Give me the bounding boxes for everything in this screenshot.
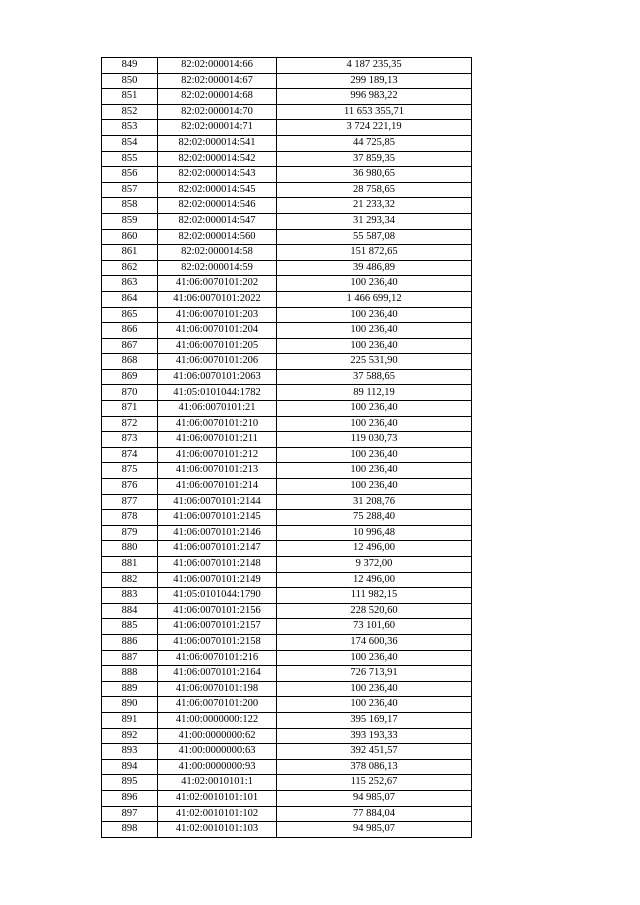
cadastral-value-cell: 100 236,40 [277,416,472,432]
cadastral-value-cell: 37 859,35 [277,151,472,167]
cadastral-number-cell: 41:00:0000000:93 [158,759,277,775]
cadastral-number-cell: 41:00:0000000:63 [158,744,277,760]
row-number-cell: 854 [102,135,158,151]
row-number-cell: 890 [102,697,158,713]
table-row [102,790,472,806]
table-row [102,151,472,167]
cadastral-value-cell: 726 713,91 [277,666,472,682]
cadastral-number-cell: 41:02:0010101:103 [158,822,277,838]
table-row [102,697,472,713]
cadastral-value-cell: 115 252,67 [277,775,472,791]
cadastral-number-cell: 41:05:0101044:1782 [158,385,277,401]
table-row [102,401,472,417]
cadastral-value-cell: 100 236,40 [277,447,472,463]
cadastral-value-cell: 12 496,00 [277,541,472,557]
cadastral-value-cell: 100 236,40 [277,307,472,323]
cadastral-number-cell: 82:02:000014:70 [158,104,277,120]
cadastral-value-cell: 3 724 221,19 [277,120,472,136]
row-number-cell: 862 [102,260,158,276]
table-row [102,73,472,89]
cadastral-value-cell: 28 758,65 [277,182,472,198]
table-row [102,447,472,463]
row-number-cell: 855 [102,151,158,167]
table-row [102,416,472,432]
row-number-cell: 874 [102,447,158,463]
cadastral-number-cell: 82:02:000014:541 [158,135,277,151]
table-row [102,666,472,682]
cadastral-number-cell: 82:02:000014:67 [158,73,277,89]
cadastral-value-cell: 100 236,40 [277,697,472,713]
cadastral-number-cell: 82:02:000014:543 [158,167,277,183]
cadastral-value-cell: 94 985,07 [277,790,472,806]
row-number-cell: 882 [102,572,158,588]
cadastral-number-cell: 41:02:0010101:101 [158,790,277,806]
cadastral-number-cell: 41:05:0101044:1790 [158,588,277,604]
row-number-cell: 884 [102,603,158,619]
cadastral-value-cell: 1 466 699,12 [277,291,472,307]
row-number-cell: 881 [102,557,158,573]
table-row [102,463,472,479]
cadastral-value-cell: 395 169,17 [277,712,472,728]
table-row [102,744,472,760]
cadastral-value-cell: 77 884,04 [277,806,472,822]
cadastral-value-cell: 151 872,65 [277,245,472,261]
cadastral-number-cell: 41:06:0070101:211 [158,432,277,448]
cadastral-value-cell: 4 187 235,35 [277,58,472,74]
cadastral-number-cell: 41:06:0070101:2145 [158,510,277,526]
row-number-cell: 868 [102,354,158,370]
cadastral-value-cell: 100 236,40 [277,323,472,339]
table-row [102,229,472,245]
cadastral-value-cell: 392 451,57 [277,744,472,760]
table-row [102,603,472,619]
cadastral-number-cell: 41:06:0070101:200 [158,697,277,713]
cadastral-number-cell: 41:00:0000000:122 [158,712,277,728]
cadastral-number-cell: 41:06:0070101:2148 [158,557,277,573]
table-body [102,58,472,838]
row-number-cell: 880 [102,541,158,557]
cadastral-value-cell: 100 236,40 [277,276,472,292]
row-number-cell: 895 [102,775,158,791]
cadastral-number-cell: 41:06:0070101:2158 [158,634,277,650]
cadastral-number-cell: 41:06:0070101:2146 [158,525,277,541]
cadastral-value-cell: 228 520,60 [277,603,472,619]
cadastral-number-cell: 82:02:000014:547 [158,213,277,229]
row-number-cell: 851 [102,89,158,105]
table-row [102,806,472,822]
row-number-cell: 869 [102,369,158,385]
cadastral-value-cell: 119 030,73 [277,432,472,448]
table-row [102,619,472,635]
cadastral-number-cell: 41:06:0070101:21 [158,401,277,417]
cadastral-number-cell: 41:06:0070101:2022 [158,291,277,307]
cadastral-number-cell: 41:06:0070101:2149 [158,572,277,588]
cadastral-number-cell: 41:06:0070101:205 [158,338,277,354]
table-row [102,58,472,74]
row-number-cell: 876 [102,479,158,495]
cadastral-value-cell: 10 996,48 [277,525,472,541]
cadastral-number-cell: 82:02:000014:58 [158,245,277,261]
row-number-cell: 878 [102,510,158,526]
cadastral-value-cell: 100 236,40 [277,479,472,495]
table-row [102,323,472,339]
row-number-cell: 873 [102,432,158,448]
table-row [102,135,472,151]
row-number-cell: 867 [102,338,158,354]
table-row [102,276,472,292]
row-number-cell: 858 [102,198,158,214]
cadastral-number-cell: 41:06:0070101:210 [158,416,277,432]
cadastral-value-cell: 100 236,40 [277,463,472,479]
table-row [102,557,472,573]
cadastral-number-cell: 82:02:000014:68 [158,89,277,105]
cadastral-number-cell: 41:06:0070101:216 [158,650,277,666]
table-row [102,182,472,198]
row-number-cell: 866 [102,323,158,339]
row-number-cell: 894 [102,759,158,775]
cadastral-number-cell: 41:06:0070101:2156 [158,603,277,619]
table-row [102,588,472,604]
row-number-cell: 891 [102,712,158,728]
cadastral-number-cell: 41:06:0070101:2147 [158,541,277,557]
row-number-cell: 886 [102,634,158,650]
table-row [102,572,472,588]
row-number-cell: 857 [102,182,158,198]
cadastral-number-cell: 82:02:000014:546 [158,198,277,214]
cadastral-value-cell: 100 236,40 [277,681,472,697]
cadastral-number-cell: 41:02:0010101:102 [158,806,277,822]
row-number-cell: 852 [102,104,158,120]
table-row [102,385,472,401]
cadastral-value-cell: 37 588,65 [277,369,472,385]
cadastral-number-cell: 41:06:0070101:212 [158,447,277,463]
row-number-cell: 885 [102,619,158,635]
cadastral-value-cell: 73 101,60 [277,619,472,635]
cadastral-value-cell: 39 486,89 [277,260,472,276]
table-row [102,541,472,557]
row-number-cell: 897 [102,806,158,822]
row-number-cell: 850 [102,73,158,89]
cadastral-number-cell: 41:06:0070101:2144 [158,494,277,510]
cadastral-number-cell: 41:06:0070101:2157 [158,619,277,635]
cadastral-number-cell: 41:06:0070101:203 [158,307,277,323]
row-number-cell: 856 [102,167,158,183]
cadastral-value-cell: 100 236,40 [277,338,472,354]
row-number-cell: 877 [102,494,158,510]
table-row [102,479,472,495]
table-row [102,494,472,510]
row-number-cell: 861 [102,245,158,261]
row-number-cell: 864 [102,291,158,307]
cadastral-value-cell: 9 372,00 [277,557,472,573]
cadastral-number-cell: 41:00:0000000:62 [158,728,277,744]
cadastral-number-cell: 82:02:000014:71 [158,120,277,136]
cadastral-value-cell: 378 086,13 [277,759,472,775]
row-number-cell: 871 [102,401,158,417]
cadastral-value-cell: 31 293,34 [277,213,472,229]
row-number-cell: 889 [102,681,158,697]
cadastral-number-cell: 41:06:0070101:202 [158,276,277,292]
cadastral-value-cell: 11 653 355,71 [277,104,472,120]
row-number-cell: 879 [102,525,158,541]
table-row [102,775,472,791]
row-number-cell: 860 [102,229,158,245]
cadastral-value-cell: 111 982,15 [277,588,472,604]
cadastral-value-cell: 31 208,76 [277,494,472,510]
cadastral-number-cell: 41:06:0070101:213 [158,463,277,479]
cadastral-number-cell: 82:02:000014:560 [158,229,277,245]
cadastral-value-cell: 89 112,19 [277,385,472,401]
cadastral-value-cell: 100 236,40 [277,650,472,666]
cadastral-value-cell: 55 587,08 [277,229,472,245]
row-number-cell: 859 [102,213,158,229]
cadastral-value-table [101,57,472,838]
row-number-cell: 872 [102,416,158,432]
row-number-cell: 863 [102,276,158,292]
row-number-cell: 887 [102,650,158,666]
cadastral-value-cell: 996 983,22 [277,89,472,105]
cadastral-value-cell: 21 233,32 [277,198,472,214]
row-number-cell: 898 [102,822,158,838]
table-row [102,369,472,385]
table-row [102,260,472,276]
cadastral-number-cell: 82:02:000014:66 [158,58,277,74]
cadastral-number-cell: 82:02:000014:545 [158,182,277,198]
table-row [102,338,472,354]
row-number-cell: 888 [102,666,158,682]
table-row [102,104,472,120]
cadastral-number-cell: 41:02:0010101:1 [158,775,277,791]
row-number-cell: 870 [102,385,158,401]
cadastral-number-cell: 82:02:000014:59 [158,260,277,276]
table-row [102,712,472,728]
table-row [102,728,472,744]
cadastral-number-cell: 41:06:0070101:198 [158,681,277,697]
cadastral-number-cell: 41:06:0070101:214 [158,479,277,495]
cadastral-value-cell: 393 193,33 [277,728,472,744]
table-row [102,89,472,105]
cadastral-value-cell: 75 288,40 [277,510,472,526]
cadastral-value-cell: 100 236,40 [277,401,472,417]
cadastral-value-cell: 12 496,00 [277,572,472,588]
table-row [102,167,472,183]
table-row [102,432,472,448]
row-number-cell: 865 [102,307,158,323]
row-number-cell: 875 [102,463,158,479]
table-row [102,198,472,214]
cadastral-value-cell: 36 980,65 [277,167,472,183]
row-number-cell: 853 [102,120,158,136]
cadastral-number-cell: 82:02:000014:542 [158,151,277,167]
cadastral-value-cell: 174 600,36 [277,634,472,650]
table-row [102,510,472,526]
cadastral-value-cell: 299 189,13 [277,73,472,89]
table-row [102,525,472,541]
cadastral-number-cell: 41:06:0070101:2164 [158,666,277,682]
table-row [102,307,472,323]
table-row [102,213,472,229]
cadastral-value-cell: 94 985,07 [277,822,472,838]
cadastral-number-cell: 41:06:0070101:2063 [158,369,277,385]
row-number-cell: 893 [102,744,158,760]
table-row [102,822,472,838]
row-number-cell: 892 [102,728,158,744]
cadastral-number-cell: 41:06:0070101:204 [158,323,277,339]
table-row [102,245,472,261]
cadastral-value-cell: 225 531,90 [277,354,472,370]
row-number-cell: 883 [102,588,158,604]
table-row [102,120,472,136]
table-row [102,634,472,650]
row-number-cell: 849 [102,58,158,74]
table-row [102,650,472,666]
table-row [102,759,472,775]
row-number-cell: 896 [102,790,158,806]
cadastral-number-cell: 41:06:0070101:206 [158,354,277,370]
table-row [102,681,472,697]
table-row [102,291,472,307]
table-row [102,354,472,370]
cadastral-value-cell: 44 725,85 [277,135,472,151]
